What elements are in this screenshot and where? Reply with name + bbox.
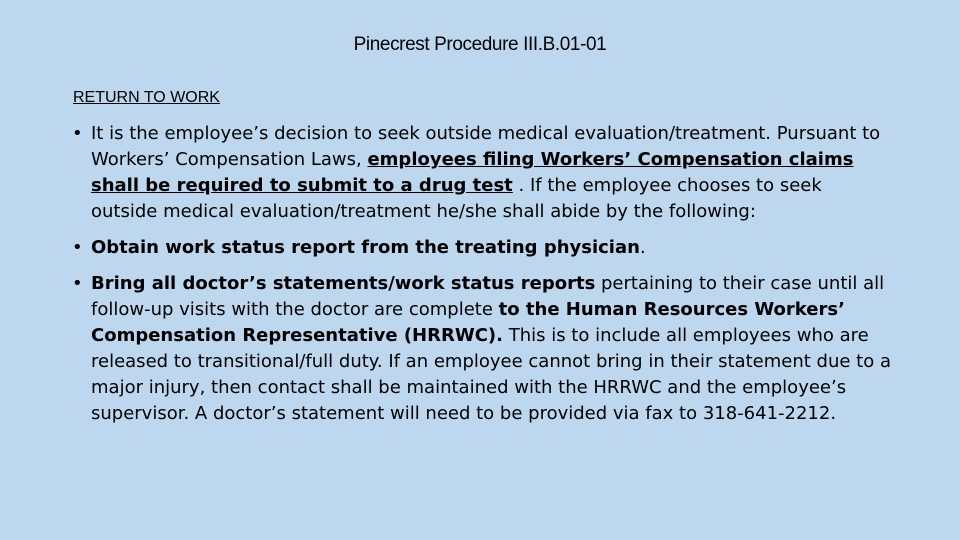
bullet-text: . If the employee chooses to seek outside medical evaluation/treatment he/she shall abide by the following: [91, 175, 822, 222]
bullet-text-emphasis: to the Human Resources Workers’ Compensation Representative (HRRWC). [91, 299, 845, 346]
bullet-text: . [639, 237, 646, 258]
bullet-text: It is the employee’s decision to seek outside medical evaluation/treatment. Pursuant to Workers’ Compensation Laws, [91, 123, 881, 170]
bullet-dot: • [72, 237, 83, 258]
section-heading: RETURN TO WORK [73, 89, 220, 106]
bullet-list [72, 121, 892, 437]
page-title: Pinecrest Procedure III.B.01-01 [353, 34, 607, 55]
bullet-text: pertaining to their case until all follow-up visits with the doctor are complete [91, 273, 885, 320]
bullet-item-drug-test [72, 121, 892, 225]
bullet-dot: • [72, 123, 83, 144]
bullet-item-statements [72, 271, 892, 427]
bullet-item-work-status [72, 235, 892, 261]
bullet-text-emphasis: employees filing Workers’ Compensation claims shall be required to submit to a drug test [91, 149, 854, 196]
bullet-text-emphasis: Obtain work status report from the treating physician [91, 237, 640, 258]
bullet-text-emphasis: Bring all doctor’s statements/work status reports [91, 273, 596, 294]
bullet-dot: • [72, 273, 83, 294]
bullet-text: This is to include all employees who are released to transitional/full duty. If an employee cannot bring in their statement due to a major injury, then contact shall be maintained with the HRRWC and the employee’s supervisor. A doctor’s statement will need to be provided via fax to 318-641-2212. [91, 325, 891, 424]
